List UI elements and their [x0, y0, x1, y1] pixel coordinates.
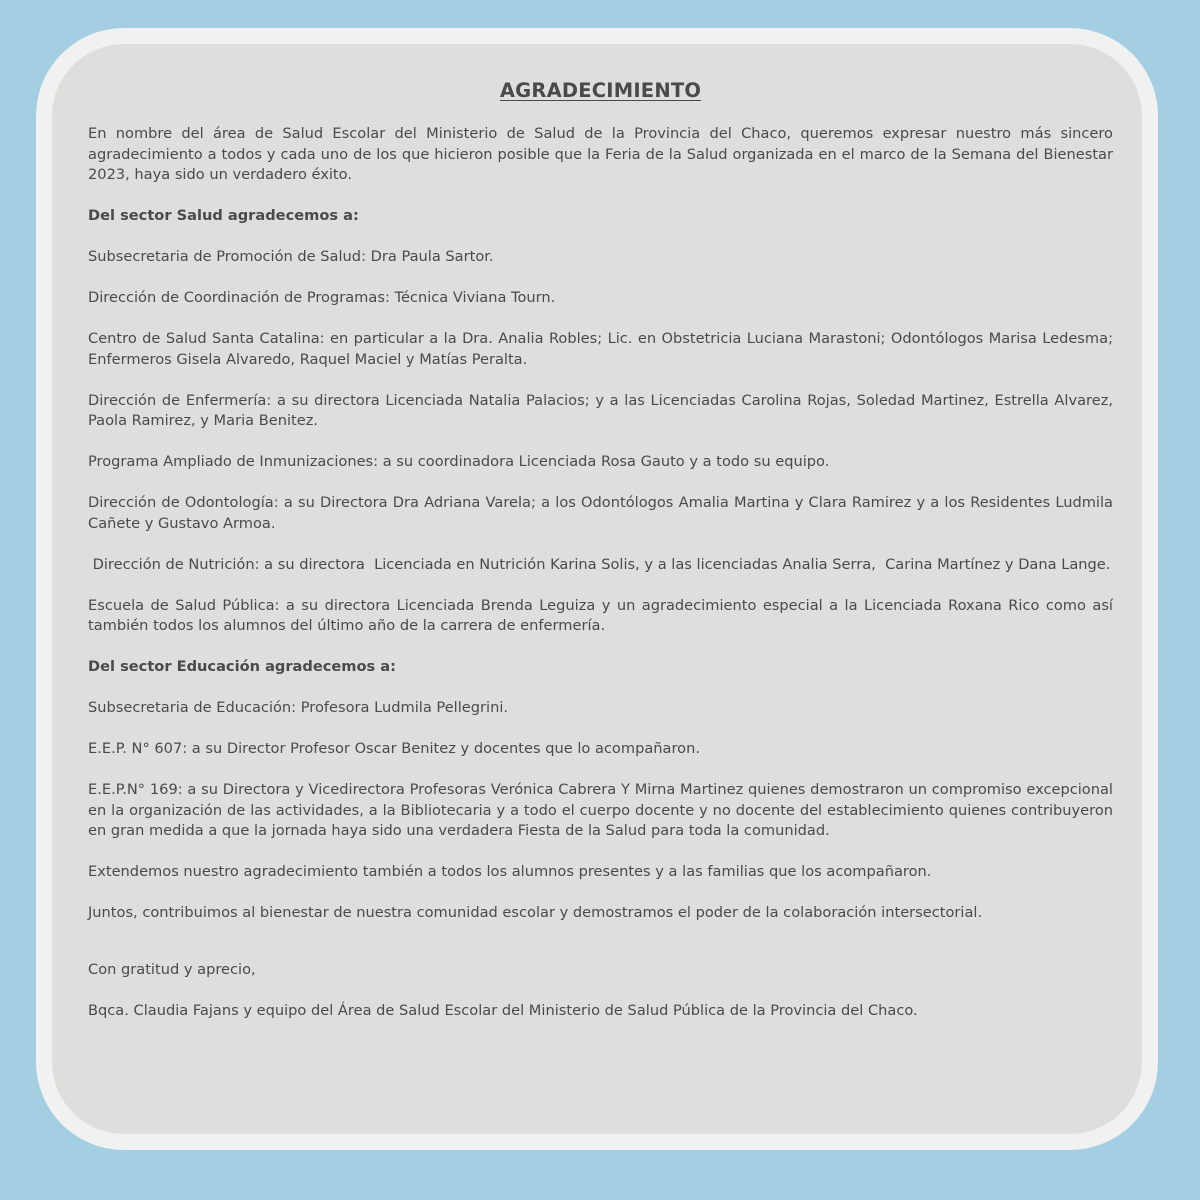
- salud-item-escuela: Escuela de Salud Pública: a su directora Licenciada Brenda Leguiza y un agradecimiento especial a la Licenciada Roxana Rico como así también todos los alumnos del último año de la carrera de enfermería.: [88, 596, 1113, 634]
- educacion-item-eep-607: E.E.P. N° 607: a su Director Profesor Oscar Benitez y docentes que lo acompañaron.: [88, 740, 700, 757]
- salud-item-nutricion: Dirección de Nutrición: a su directora Licenciada en Nutrición Karina Solis, y a las licenciadas Analia Serra, Carina Martínez y Dana Lange.: [88, 555, 1111, 573]
- spacer: [88, 944, 1113, 960]
- salud-item-coordinacion: Dirección de Coordinación de Programas: Técnica Viviana Tourn.: [88, 289, 556, 306]
- educacion-heading: Del sector Educación agradecemos a:: [88, 658, 396, 675]
- extension-paragraph: Extendemos nuestro agradecimiento también a todos los alumnos presentes y a las familias que los acompañaron.: [88, 863, 932, 880]
- educacion-item-subsecretaria: Subsecretaria de Educación: Profesora Ludmila Pellegrini.: [88, 699, 509, 716]
- closing-statement: Juntos, contribuimos al bienestar de nuestra comunidad escolar y demostramos el poder de la colaboración intersectorial.: [88, 904, 983, 921]
- salud-item-enfermeria: Dirección de Enfermería: a su directora Licenciada Natalia Palacios; y a las Licenciadas Carolina Rojas, Soledad Martinez, Estrella Alvarez, Paola Ramirez, y Maria Benitez.: [88, 391, 1113, 429]
- educacion-item-eep-169: E.E.P.N° 169: a su Directora y Vicedirectora Profesoras Verónica Cabrera Y Mirna Martinez quienes demostraron un compromiso excepcional en la organización de las actividades, a la Bibliotecaria y a todo el cuerpo docente y no docente del establecimiento quienes contribuyeron en gran medida a que la jornada haya sido una verdadera Fiesta de la Salud para toda la comunidad.: [88, 781, 1113, 839]
- salud-item-odontologia: Dirección de Odontología: a su Directora Dra Adriana Varela; a los Odontólogos Amalia Martina y Clara Ramirez y a los Residentes Ludmila Cañete y Gustavo Armoa.: [88, 494, 1113, 532]
- salud-item-inmunizaciones: Programa Ampliado de Inmunizaciones: a su coordinadora Licenciada Rosa Gauto y a todo su equipo.: [88, 453, 830, 470]
- intro-paragraph: En nombre del área de Salud Escolar del Ministerio de Salud de la Provincia del Chaco, queremos expresar nuestro más sincero agradecimiento a todos y cada uno de los que hicieron posible que la Feria de la Salud organizada en el marco de la Semana del Bienestar 2023, haya sido un verdadero éxito.: [88, 125, 1113, 183]
- signature: Bqca. Claudia Fajans y equipo del Área de Salud Escolar del Ministerio de Salud Pública de la Provincia del Chaco.: [88, 1002, 918, 1019]
- letter-content: [88, 78, 1113, 1042]
- salud-item-centro-salud: Centro de Salud Santa Catalina: en particular a la Dra. Analia Robles; Lic. en Obstetricia Luciana Marastoni; Odontólogos Marisa Ledesma; Enfermeros Gisela Alvaredo, Raquel Maciel y Matías Peralta.: [88, 330, 1113, 368]
- letter-title: AGRADECIMIENTO: [499, 79, 702, 102]
- salud-item-subsecretaria: Subsecretaria de Promoción de Salud: Dra Paula Sartor.: [88, 248, 494, 265]
- salud-heading: Del sector Salud agradecemos a:: [88, 207, 359, 224]
- signoff: Con gratitud y aprecio,: [88, 961, 256, 978]
